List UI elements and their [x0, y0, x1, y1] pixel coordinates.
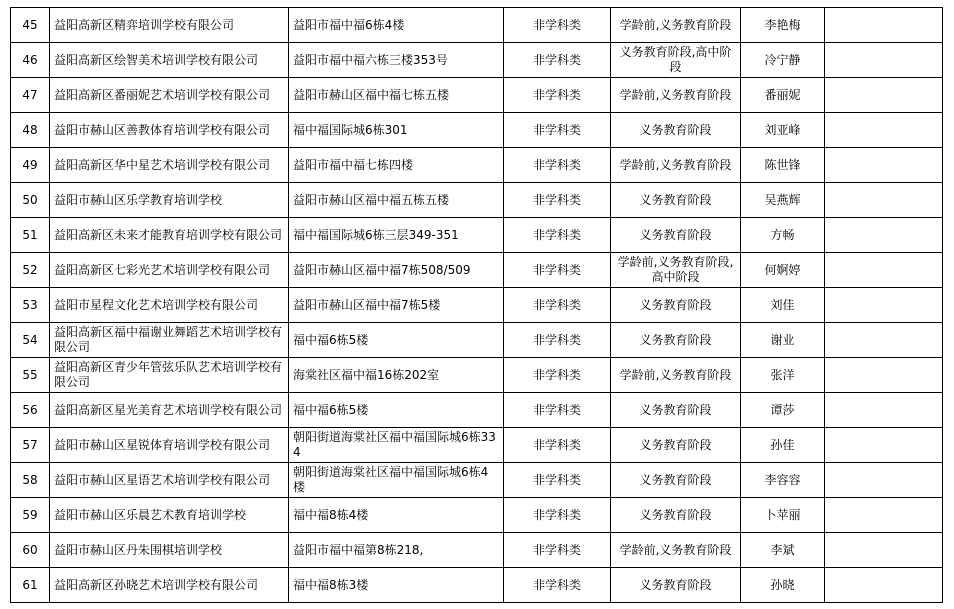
table-row	[11, 43, 943, 78]
education-stage: 学龄前,义务教育阶段	[611, 358, 741, 393]
legal-representative: 谭莎	[741, 393, 825, 428]
category: 非学科类	[504, 463, 611, 498]
row-number: 47	[11, 78, 50, 113]
education-stage: 义务教育阶段	[611, 463, 741, 498]
legal-representative: 何婀婷	[741, 253, 825, 288]
category: 非学科类	[504, 568, 611, 603]
school-address: 福中福6栋5楼	[289, 323, 504, 358]
empty-cell	[825, 43, 943, 78]
table-row	[11, 428, 943, 463]
legal-representative: 吴燕辉	[741, 183, 825, 218]
category: 非学科类	[504, 288, 611, 323]
row-number: 49	[11, 148, 50, 183]
table-row	[11, 323, 943, 358]
education-stage: 义务教育阶段	[611, 323, 741, 358]
legal-representative: 李艳梅	[741, 8, 825, 43]
empty-cell	[825, 463, 943, 498]
empty-cell	[825, 183, 943, 218]
school-address: 益阳市赫山区福中福五栋五楼	[289, 183, 504, 218]
education-stage: 学龄前,义务教育阶段	[611, 8, 741, 43]
school-name: 益阳高新区未来才能教育培训学校有限公司	[50, 218, 289, 253]
empty-cell	[825, 323, 943, 358]
school-address: 益阳市福中福六栋三楼353号	[289, 43, 504, 78]
education-stage: 义务教育阶段	[611, 113, 741, 148]
school-registry-table	[10, 7, 943, 603]
school-address: 福中福6栋5楼	[289, 393, 504, 428]
table-row	[11, 498, 943, 533]
empty-cell	[825, 358, 943, 393]
row-number: 58	[11, 463, 50, 498]
empty-cell	[825, 533, 943, 568]
table-row	[11, 533, 943, 568]
row-number: 51	[11, 218, 50, 253]
school-address: 益阳市福中福第8栋218,	[289, 533, 504, 568]
row-number: 45	[11, 8, 50, 43]
school-name: 益阳高新区孙晓艺术培训学校有限公司	[50, 568, 289, 603]
category: 非学科类	[504, 78, 611, 113]
legal-representative: 陈世锋	[741, 148, 825, 183]
education-stage: 义务教育阶段	[611, 183, 741, 218]
legal-representative: 番丽妮	[741, 78, 825, 113]
legal-representative: 孙佳	[741, 428, 825, 463]
education-stage: 义务教育阶段	[611, 428, 741, 463]
school-address: 福中福8栋4楼	[289, 498, 504, 533]
school-name: 益阳高新区番丽妮艺术培训学校有限公司	[50, 78, 289, 113]
empty-cell	[825, 393, 943, 428]
row-number: 59	[11, 498, 50, 533]
category: 非学科类	[504, 148, 611, 183]
empty-cell	[825, 428, 943, 463]
school-name: 益阳市赫山区星锐体育培训学校有限公司	[50, 428, 289, 463]
school-address: 朝阳街道海棠社区福中福国际城6栋334	[289, 428, 504, 463]
education-stage: 学龄前,义务教育阶段,高中阶段	[611, 253, 741, 288]
empty-cell	[825, 8, 943, 43]
school-address: 益阳市福中福七栋四楼	[289, 148, 504, 183]
row-number: 54	[11, 323, 50, 358]
table-row	[11, 568, 943, 603]
school-name: 益阳高新区星光美育艺术培训学校有限公司	[50, 393, 289, 428]
school-address: 益阳市福中福6栋4楼	[289, 8, 504, 43]
category: 非学科类	[504, 393, 611, 428]
table-row	[11, 148, 943, 183]
category: 非学科类	[504, 253, 611, 288]
school-name: 益阳市赫山区丹朱围棋培训学校	[50, 533, 289, 568]
category: 非学科类	[504, 113, 611, 148]
legal-representative: 刘佳	[741, 288, 825, 323]
category: 非学科类	[504, 218, 611, 253]
row-number: 50	[11, 183, 50, 218]
school-address: 福中福8栋3楼	[289, 568, 504, 603]
row-number: 48	[11, 113, 50, 148]
school-address: 朝阳街道海棠社区福中福国际城6栋4楼	[289, 463, 504, 498]
legal-representative: 李容容	[741, 463, 825, 498]
legal-representative: 冷宁静	[741, 43, 825, 78]
education-stage: 义务教育阶段,高中阶段	[611, 43, 741, 78]
school-name: 益阳高新区青少年管弦乐队艺术培训学校有限公司	[50, 358, 289, 393]
empty-cell	[825, 113, 943, 148]
row-number: 56	[11, 393, 50, 428]
category: 非学科类	[504, 43, 611, 78]
legal-representative: 卜苹丽	[741, 498, 825, 533]
education-stage: 义务教育阶段	[611, 393, 741, 428]
school-name: 益阳市赫山区善教体育培训学校有限公司	[50, 113, 289, 148]
row-number: 53	[11, 288, 50, 323]
school-address: 益阳市赫山区福中福7栋508/509	[289, 253, 504, 288]
row-number: 46	[11, 43, 50, 78]
table-row	[11, 78, 943, 113]
table-row	[11, 183, 943, 218]
school-name: 益阳高新区精弈培训学校有限公司	[50, 8, 289, 43]
school-name: 益阳高新区福中福谢业舞蹈艺术培训学校有限公司	[50, 323, 289, 358]
school-name: 益阳高新区华中星艺术培训学校有限公司	[50, 148, 289, 183]
school-name: 益阳市赫山区乐学教育培训学校	[50, 183, 289, 218]
school-address: 福中福国际城6栋301	[289, 113, 504, 148]
row-number: 60	[11, 533, 50, 568]
school-name: 益阳市赫山区乐晨艺术教育培训学校	[50, 498, 289, 533]
empty-cell	[825, 498, 943, 533]
school-name: 益阳市星程文化艺术培训学校有限公司	[50, 288, 289, 323]
education-stage: 义务教育阶段	[611, 288, 741, 323]
table-row	[11, 393, 943, 428]
legal-representative: 方畅	[741, 218, 825, 253]
education-stage: 义务教育阶段	[611, 498, 741, 533]
legal-representative: 张洋	[741, 358, 825, 393]
school-name: 益阳高新区绘智美术培训学校有限公司	[50, 43, 289, 78]
row-number: 61	[11, 568, 50, 603]
education-stage: 义务教育阶段	[611, 568, 741, 603]
empty-cell	[825, 218, 943, 253]
category: 非学科类	[504, 323, 611, 358]
table-row	[11, 218, 943, 253]
school-name: 益阳高新区七彩光艺术培训学校有限公司	[50, 253, 289, 288]
table-row	[11, 463, 943, 498]
school-address: 海棠社区福中福16栋202室	[289, 358, 504, 393]
category: 非学科类	[504, 8, 611, 43]
row-number: 57	[11, 428, 50, 463]
school-address: 福中福国际城6栋三层349-351	[289, 218, 504, 253]
table-row	[11, 113, 943, 148]
table-row	[11, 288, 943, 323]
education-stage: 义务教育阶段	[611, 218, 741, 253]
category: 非学科类	[504, 533, 611, 568]
empty-cell	[825, 288, 943, 323]
category: 非学科类	[504, 428, 611, 463]
table-row	[11, 253, 943, 288]
table-row	[11, 358, 943, 393]
empty-cell	[825, 253, 943, 288]
legal-representative: 刘亚峰	[741, 113, 825, 148]
empty-cell	[825, 568, 943, 603]
empty-cell	[825, 148, 943, 183]
school-address: 益阳市赫山区福中福7栋5楼	[289, 288, 504, 323]
category: 非学科类	[504, 183, 611, 218]
education-stage: 学龄前,义务教育阶段	[611, 148, 741, 183]
category: 非学科类	[504, 358, 611, 393]
education-stage: 学龄前,义务教育阶段	[611, 78, 741, 113]
school-address: 益阳市赫山区福中福七栋五楼	[289, 78, 504, 113]
school-name: 益阳市赫山区星语艺术培训学校有限公司	[50, 463, 289, 498]
legal-representative: 谢业	[741, 323, 825, 358]
table-body	[11, 8, 943, 603]
table-row	[11, 8, 943, 43]
empty-cell	[825, 78, 943, 113]
education-stage: 学龄前,义务教育阶段	[611, 533, 741, 568]
row-number: 52	[11, 253, 50, 288]
category: 非学科类	[504, 498, 611, 533]
row-number: 55	[11, 358, 50, 393]
legal-representative: 李斌	[741, 533, 825, 568]
legal-representative: 孙晓	[741, 568, 825, 603]
